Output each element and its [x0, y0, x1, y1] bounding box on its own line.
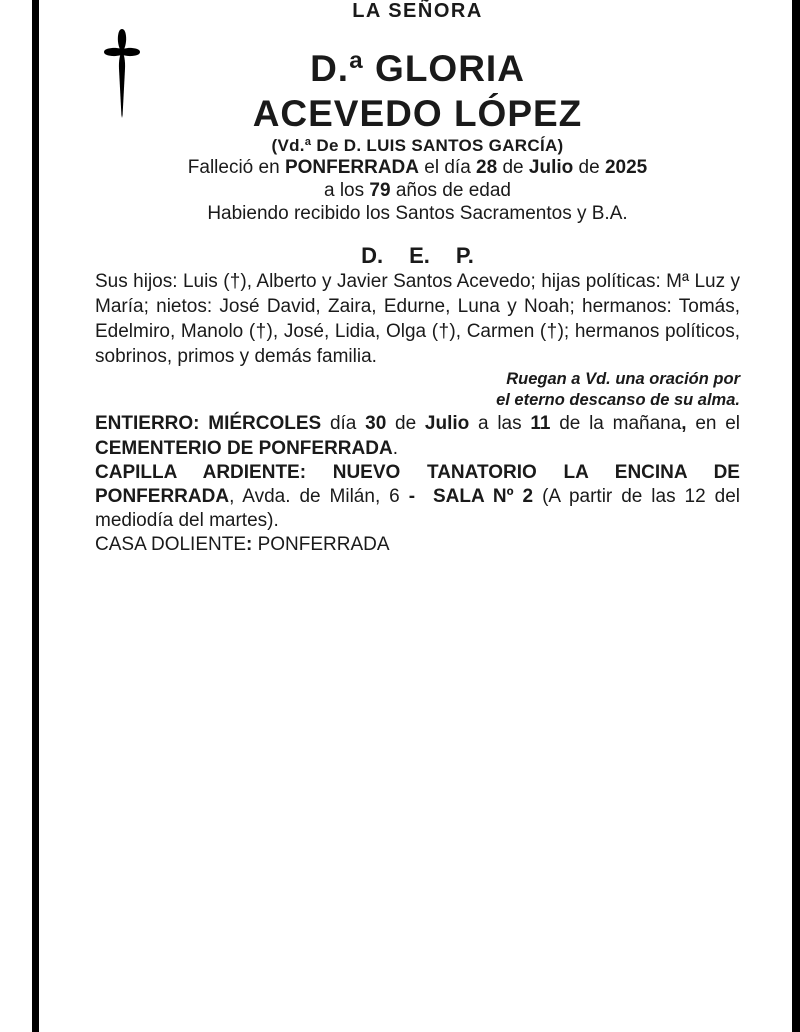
death-month: Julio — [528, 157, 574, 178]
deceased-name — [95, 46, 740, 136]
text-segment: , — [681, 413, 696, 434]
text-segment: a las — [469, 413, 531, 434]
wake-address: Avda. de Milán, 6 — [234, 486, 409, 507]
honorific: LA SEÑORA — [352, 0, 483, 22]
cemetery-name: CEMENTERIO DE PONFERRADA — [95, 438, 393, 459]
rip-part: P. — [455, 243, 474, 268]
text-segment: a los — [323, 180, 370, 201]
text-segment: Falleció en — [187, 157, 285, 178]
burial-day: 30 — [365, 413, 387, 434]
text-segment: día — [321, 413, 366, 434]
wake-room: - SALA Nº 2 — [408, 486, 534, 507]
left-border-rule — [32, 0, 39, 1032]
esquela-content — [95, 0, 740, 557]
death-place: PONFERRADA — [284, 157, 419, 178]
right-border-rule — [792, 0, 800, 1032]
death-place-line — [95, 156, 740, 179]
residence-line — [95, 533, 740, 557]
sacraments-line: Habiendo recibido los Santos Sacramentos y B.A. — [207, 203, 628, 224]
burial-month: Julio — [424, 413, 470, 434]
age-value: 79 — [369, 180, 391, 201]
burial-heading: ENTIERRO: MIÉRCOLES — [95, 413, 322, 434]
text-segment: de — [497, 157, 529, 178]
rip-part: D. — [361, 243, 384, 268]
death-day: 28 — [476, 157, 498, 178]
age-line — [95, 179, 740, 202]
text-segment: el día — [419, 157, 477, 178]
text-segment: , — [229, 486, 235, 507]
relationship-note: (Vd.ª De D. LUIS SANTOS GARCÍA) — [271, 136, 564, 155]
prayer-line2: el eterno descanso de su alma. — [496, 391, 740, 409]
text-segment: de — [573, 157, 605, 178]
text-segment: años de edad — [390, 180, 511, 201]
text-segment: . — [392, 438, 398, 459]
wake-paragraph — [95, 461, 740, 533]
text-segment: de — [386, 413, 425, 434]
text-segment: : — [246, 534, 253, 555]
residence-label: CASA DOLIENTE — [95, 534, 246, 555]
burial-hour: 11 — [530, 413, 551, 434]
prayer-note — [95, 369, 740, 411]
deceased-name-line2: ACEVEDO LÓPEZ — [252, 93, 583, 134]
burial-paragraph — [95, 411, 740, 461]
residence-city: PONFERRADA — [252, 534, 390, 555]
wake-heading: CAPILLA ARDIENTE: NUEVO TANATORIO LA ENCINA DE PONFERRADA — [95, 462, 740, 507]
text-segment: en el — [695, 413, 740, 434]
rip-part: E. — [409, 243, 430, 268]
deceased-name-line1: D.ª GLORIA — [310, 48, 525, 89]
relatives-paragraph: Sus hijos: Luis (†), Alberto y Javier Santos Acevedo; hijas políticas: Mª Luz y María; nietos: José David, Zaira, Edurne, Luna y Noah; hermanos: Tomás, Edelmiro, Manolo (†), José, Lidia, Olga (†), Carmen (†); hermanos políticos, sobrinos, primos y demás familia. — [95, 271, 740, 367]
text-segment: de la mañana — [550, 413, 682, 434]
rip-abbreviation — [95, 243, 740, 269]
wake-schedule: (A partir de las 12 del mediodía del martes). — [95, 486, 740, 531]
prayer-line1: Ruegan a Vd. una oración por — [506, 370, 740, 388]
death-year: 2025 — [604, 157, 648, 178]
